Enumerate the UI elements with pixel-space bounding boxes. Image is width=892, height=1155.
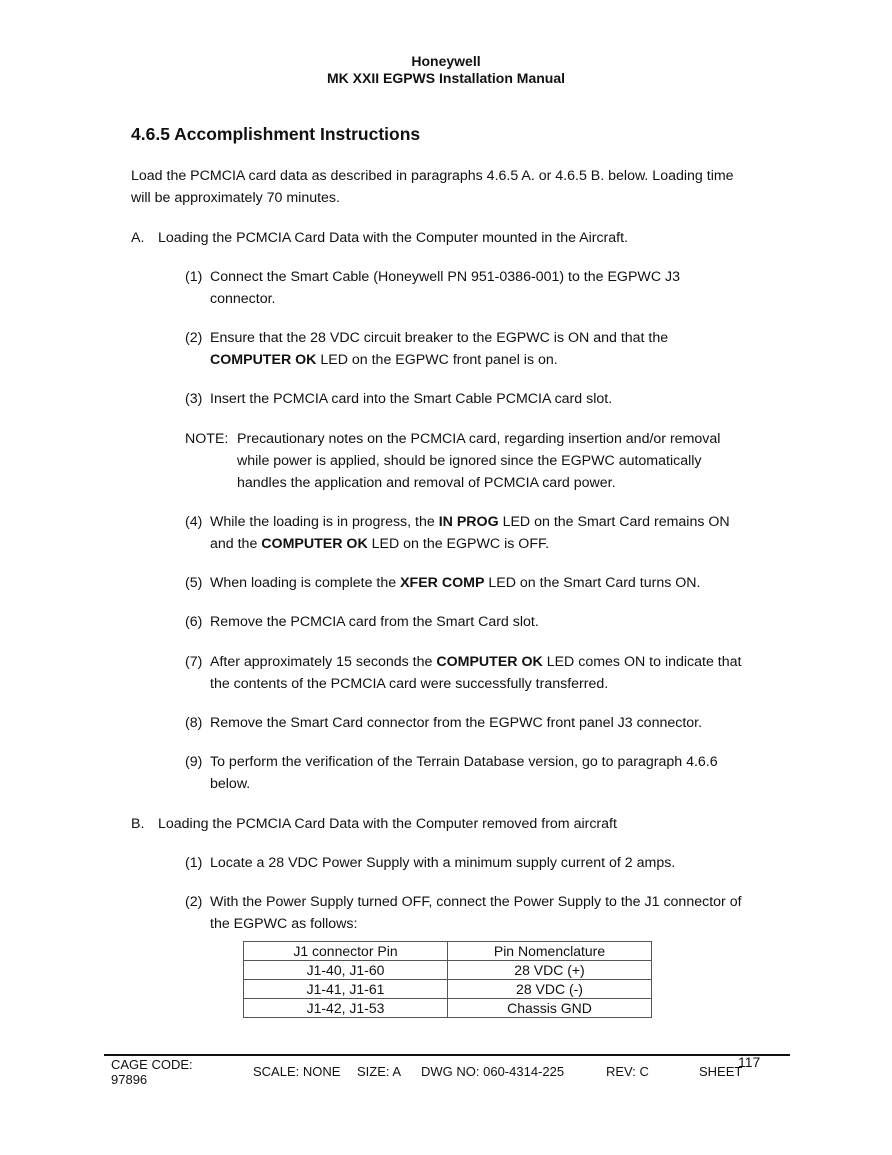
step-number: (6) <box>185 614 203 630</box>
step-text: Remove the PCMCIA card from the Smart Card slot. <box>210 614 539 630</box>
intro-line-2: will be approximately 70 minutes. <box>131 190 340 206</box>
step-text: While the loading is in progress, the <box>210 514 439 530</box>
scale-field: SCALE: NONE <box>253 1064 341 1079</box>
step-a1 <box>185 266 770 310</box>
step-a6 <box>185 611 770 633</box>
manual-title: MK XXII EGPWS Installation Manual <box>326 70 566 86</box>
step-text: LED on the EGPWC front panel is on. <box>316 352 558 368</box>
revision-field: REV: C <box>606 1064 649 1079</box>
section-title: 4.6.5 Accomplishment Instructions <box>131 124 421 144</box>
precaution-note <box>185 428 745 494</box>
sheet-number: 117 <box>738 1054 761 1070</box>
table-row <box>244 961 652 980</box>
document-header <box>0 53 892 87</box>
step-b2 <box>185 891 770 935</box>
step-a4 <box>185 511 770 555</box>
step-a3 <box>185 388 770 410</box>
emphasis-text: COMPUTER OK <box>210 352 317 368</box>
emphasis-text: COMPUTER OK <box>436 654 543 670</box>
step-number: (1) <box>185 269 203 285</box>
step-text: Locate a 28 VDC Power Supply with a minimum supply current of 2 amps. <box>210 855 676 871</box>
part-a-title: Loading the PCMCIA Card Data with the Computer mounted in the Aircraft. <box>158 230 629 246</box>
step-text: the EGPWC as follows: <box>210 916 358 932</box>
step-number: (2) <box>185 894 203 910</box>
step-number: (9) <box>185 754 203 770</box>
step-number: (8) <box>185 715 203 731</box>
note-text: handles the application and removal of PCMCIA card power. <box>237 475 616 491</box>
step-a5 <box>185 572 770 594</box>
step-text: LED on the Smart Card remains ON <box>498 514 730 530</box>
step-text: LED on the EGPWC is OFF. <box>367 536 550 552</box>
table-cell: 28 VDC (+) <box>448 961 652 980</box>
step-text: LED on the Smart Card turns ON. <box>484 575 701 591</box>
step-text: LED comes ON to indicate that <box>542 654 742 670</box>
step-text: below. <box>210 776 251 792</box>
table-header: Pin Nomenclature <box>448 942 652 961</box>
sheet-label: SHEET <box>699 1064 743 1079</box>
step-text: With the Power Supply turned OFF, connect the Power Supply to the J1 connector of <box>210 894 742 910</box>
footer-divider <box>104 1054 790 1056</box>
part-b-title: Loading the PCMCIA Card Data with the Computer removed from aircraft <box>158 816 617 832</box>
note-text: Precautionary notes on the PCMCIA card, regarding insertion and/or removal <box>237 431 721 447</box>
step-number: (2) <box>185 330 203 346</box>
cage-code-label: CAGE CODE: <box>111 1057 193 1072</box>
step-text: To perform the verification of the Terrain Database version, go to paragraph 4.6.6 <box>210 754 718 770</box>
step-number: (3) <box>185 391 203 407</box>
step-text: After approximately 15 seconds the <box>210 654 437 670</box>
step-a9 <box>185 751 770 795</box>
note-text: while power is applied, should be ignored since the EGPWC automatically <box>237 453 702 469</box>
part-a-heading <box>131 227 628 249</box>
pin-connection-table <box>243 941 652 1018</box>
step-number: (1) <box>185 855 203 871</box>
note-label: NOTE: <box>185 431 229 447</box>
table-row <box>244 980 652 999</box>
table-cell: Chassis GND <box>448 999 652 1018</box>
step-number: (4) <box>185 514 203 530</box>
table-cell: J1-40, J1-60 <box>244 961 448 980</box>
step-text: and the <box>210 536 262 552</box>
part-b-letter: B. <box>131 816 145 832</box>
drawing-number: DWG NO: 060-4314-225 <box>421 1064 565 1079</box>
step-text: Connect the Smart Cable (Honeywell PN 951-0386-001) to the EGPWC J3 <box>210 269 680 285</box>
part-a-letter: A. <box>131 230 145 246</box>
emphasis-text: IN PROG <box>438 514 499 530</box>
size-field: SIZE: A <box>357 1064 402 1079</box>
cage-code-block <box>111 1057 193 1087</box>
table-cell: 28 VDC (-) <box>448 980 652 999</box>
step-number: (5) <box>185 575 203 591</box>
step-a7 <box>185 651 770 695</box>
step-text: Remove the Smart Card connector from the EGPWC front panel J3 connector. <box>210 715 703 731</box>
step-text: Ensure that the 28 VDC circuit breaker to the EGPWC is ON and that the <box>210 330 669 346</box>
step-number: (7) <box>185 654 203 670</box>
step-text: Insert the PCMCIA card into the Smart Cable PCMCIA card slot. <box>210 391 613 407</box>
emphasis-text: XFER COMP <box>400 575 485 591</box>
company-name: Honeywell <box>411 53 481 69</box>
step-a8 <box>185 712 770 734</box>
intro-paragraph <box>131 165 771 209</box>
table-header-row <box>244 942 652 961</box>
intro-line-1: Load the PCMCIA card data as described in paragraphs 4.6.5 A. or 4.6.5 B. below. Loading time <box>131 168 734 184</box>
table-row <box>244 999 652 1018</box>
table-header: J1 connector Pin <box>244 942 448 961</box>
cage-code-value: 97896 <box>111 1072 148 1087</box>
step-text: When loading is complete the <box>210 575 401 591</box>
step-b1 <box>185 852 770 874</box>
emphasis-text: COMPUTER OK <box>261 536 368 552</box>
step-text: connector. <box>210 291 276 307</box>
step-text: the contents of the PCMCIA card were successfully transferred. <box>210 676 609 692</box>
table-cell: J1-42, J1-53 <box>244 999 448 1018</box>
table-cell: J1-41, J1-61 <box>244 980 448 999</box>
step-a2 <box>185 327 770 371</box>
part-b-heading <box>131 813 617 835</box>
